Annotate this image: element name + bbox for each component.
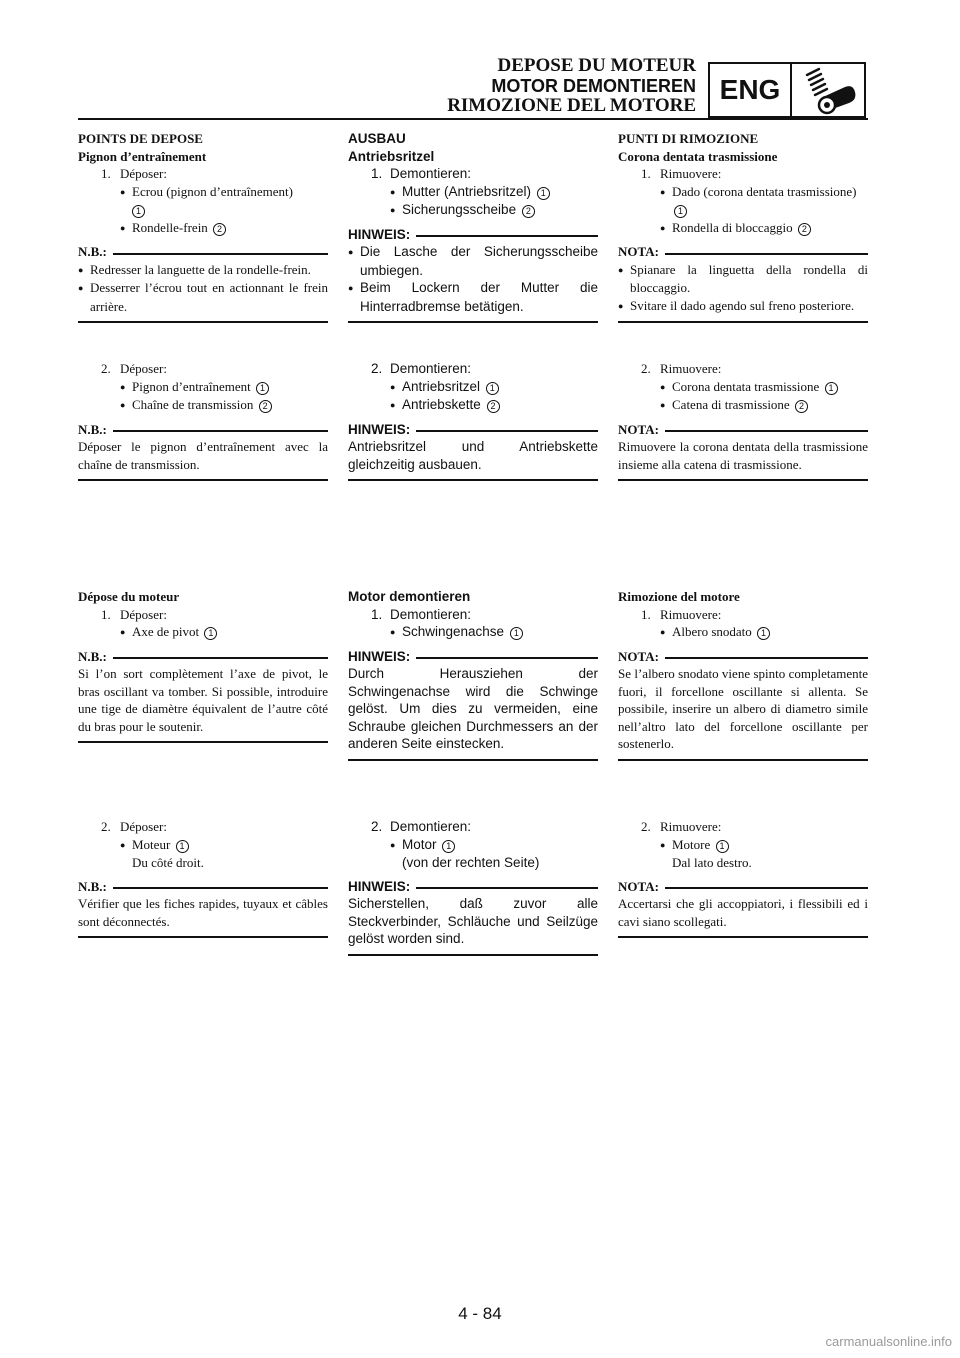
it-bullet: ● Catena di trasmissione 2 xyxy=(618,396,868,415)
section-tag: ENG xyxy=(710,64,792,116)
fr-block-engine xyxy=(78,818,328,938)
fr-note-header: N.B.: xyxy=(78,648,328,666)
section-tag-box xyxy=(708,62,866,118)
fr-bullet: ● Pignon d’entraînement 1 xyxy=(78,378,328,397)
it-step: 2. Rimuovere: xyxy=(641,361,722,376)
header-titles xyxy=(447,56,696,116)
fr-note-text: Vérifier que les fiches rapides, tuyaux et câbles sont déconnectés. xyxy=(78,896,328,929)
it-bullet: ● Albero snodato 1 xyxy=(618,623,868,642)
ref-number: 1 xyxy=(176,840,189,853)
title-fr: DEPOSE DU MOTEUR xyxy=(497,55,696,76)
ref-number: 1 xyxy=(442,840,455,853)
fr-bullet: ● Axe de pivot 1 xyxy=(78,623,328,642)
fr-note-text: Déposer le pignon d’entraînement avec la chaîne de transmission. xyxy=(78,439,328,472)
de-note-header: HINWEIS: xyxy=(348,226,598,244)
ref-number: 1 xyxy=(674,205,687,218)
de-note-end-rule xyxy=(348,954,598,956)
it-note-end-rule xyxy=(618,321,868,323)
fr-note-end-rule xyxy=(78,479,328,481)
it-block-engine xyxy=(618,818,868,938)
it-section-title: PUNTI DI RIMOZIONE xyxy=(618,131,759,146)
de-step: 1. Demontieren: xyxy=(371,606,472,622)
it-block-drive-chain xyxy=(618,360,868,481)
title-de: MOTOR DEMONTIEREN xyxy=(491,76,696,96)
title-it: RIMOZIONE DEL MOTORE xyxy=(447,95,696,116)
fr-bullet: ● Moteur 1 xyxy=(78,836,328,855)
ref-number: 2 xyxy=(522,205,535,218)
it-note-text: Se l’albero snodato viene spinto completamente fuori, il forcellone oscillante si allenta. Se possibile, inserire un albero di diametro simile nell’altro lato del forcellone oscillante per sostenerlo. xyxy=(618,666,868,751)
fr-step: 1. Déposer: xyxy=(101,166,167,181)
it-note-item: ● Svitare il dado agendo sul freno posteriore. xyxy=(618,297,868,316)
it-subsection-title: Corona dentata trasmissione xyxy=(618,148,778,164)
fr-block-drive-chain xyxy=(78,360,328,481)
de-note-end-rule xyxy=(348,479,598,481)
de-note-header: HINWEIS: xyxy=(348,648,598,666)
de-bullet: ● Schwingenachse 1 xyxy=(348,623,598,642)
fr-block-drive-sprocket xyxy=(78,130,328,323)
header-rule xyxy=(78,118,868,120)
it-step: 2. Rimuovere: xyxy=(641,819,722,834)
fr-step: 2. Déposer: xyxy=(101,361,167,376)
fr-note-item: ● Redresser la languette de la rondelle-frein. xyxy=(78,261,328,280)
it-note-text: Accertarsi che gli accoppiatori, i flessibili ed i cavi siano scollegati. xyxy=(618,896,868,929)
it-note-header: NOTA: xyxy=(618,421,868,439)
it-block-engine-removal xyxy=(618,588,868,761)
ref-number: 1 xyxy=(204,627,217,640)
engine-wrench-icon xyxy=(792,64,864,116)
de-step: 2. Demontieren: xyxy=(371,819,472,834)
it-note-end-rule xyxy=(618,936,868,938)
fr-step: 1. Déposer: xyxy=(101,606,167,622)
ref-number: 1 xyxy=(716,840,729,853)
ref-number: 2 xyxy=(798,223,811,236)
ref-number: 1 xyxy=(825,382,838,395)
fr-bullet-sub: Du côté droit. xyxy=(132,855,204,870)
fr-note-header: N.B.: xyxy=(78,243,328,261)
de-note-item: ● Die Lasche der Sicherungsscheibe umbiegen. xyxy=(348,243,598,279)
watermark-link[interactable]: carmanualsonline.info xyxy=(825,1334,952,1349)
fr-bullet: ● Chaîne de transmission 2 xyxy=(78,396,328,415)
de-note-text: Antriebsritzel und Antriebskette gleichzeitig ausbauen. xyxy=(348,439,598,472)
it-note-item: ● Spianare la linguetta della rondella di bloccaggio. xyxy=(618,261,868,297)
ref-number: 1 xyxy=(132,205,145,218)
it-step: 1. Rimuovere: xyxy=(641,606,722,622)
fr-subsection-title: Pignon d’entraînement xyxy=(78,148,207,164)
it-bullet: ● Motore 1 xyxy=(618,836,868,855)
fr-note-end-rule xyxy=(78,936,328,938)
fr-section-title: POINTS DE DEPOSE xyxy=(78,131,203,146)
de-note-header: HINWEIS: xyxy=(348,421,598,439)
de-bullet-sub: (von der rechten Seite) xyxy=(402,855,540,870)
de-note-end-rule xyxy=(348,321,598,323)
fr-section-title: Dépose du moteur xyxy=(78,589,180,604)
de-block-engine xyxy=(348,818,598,956)
de-subsection-title: Antriebsritzel xyxy=(348,148,435,164)
it-note-end-rule xyxy=(618,759,868,761)
ref-number: 2 xyxy=(487,400,500,413)
ref-number: 1 xyxy=(510,627,523,640)
de-note-item: ● Beim Lockern der Mutter die Hinterradbremse betätigen. xyxy=(348,279,598,315)
fr-note-end-rule xyxy=(78,741,328,743)
it-section-title: Rimozione del motore xyxy=(618,589,740,604)
it-note-header: NOTA: xyxy=(618,648,868,666)
de-note-end-rule xyxy=(348,759,598,761)
de-block-engine-removal xyxy=(348,588,598,761)
fr-note-header: N.B.: xyxy=(78,421,328,439)
ref-number: 1 xyxy=(486,382,499,395)
fr-note-header: N.B.: xyxy=(78,878,328,896)
de-bullet: ● Motor 1 xyxy=(348,836,598,855)
fr-note-end-rule xyxy=(78,321,328,323)
page-number: 4 - 84 xyxy=(458,1304,502,1323)
de-block-drive-chain xyxy=(348,360,598,481)
it-note-header: NOTA: xyxy=(618,243,868,261)
it-note-text: Rimuovere la corona dentata della trasmissione insieme alla catena di trasmissione. xyxy=(618,439,868,472)
de-note-header: HINWEIS: xyxy=(348,878,598,896)
de-bullet: ● Sicherungsscheibe 2 xyxy=(348,201,598,220)
de-note-text: Sicherstellen, daß zuvor alle Steckverbinder, Schläuche und Seilzüge gelöst worden sind. xyxy=(348,896,598,946)
ref-number: 1 xyxy=(757,627,770,640)
it-bullet-sub: Dal lato destro. xyxy=(672,855,752,870)
it-step: 1. Rimuovere: xyxy=(641,166,722,181)
de-bullet: ● Mutter (Antriebsritzel) 1 xyxy=(348,183,598,202)
fr-block-engine-removal xyxy=(78,588,328,743)
ref-number: 1 xyxy=(537,187,550,200)
fr-bullet: ● Ecrou (pignon d’entraînement) 1 xyxy=(78,183,328,219)
de-block-drive-sprocket xyxy=(348,130,598,323)
de-step: 2. Demontieren: xyxy=(371,361,472,376)
fr-note-text: Si l’on sort complètement l’axe de pivot, le bras oscillant va tomber. Si possible, introduire une tige de diamètre équivalent de l’autre côté du bras pour le soutenir. xyxy=(78,666,328,734)
de-section-title: Motor demontieren xyxy=(348,589,471,604)
fr-step: 2. Déposer: xyxy=(101,819,167,834)
de-bullet: ● Antriebskette 2 xyxy=(348,396,598,415)
de-step: 1. Demontieren: xyxy=(371,166,472,181)
de-section-title: AUSBAU xyxy=(348,131,406,146)
ref-number: 1 xyxy=(256,382,269,395)
de-note-text: Durch Herausziehen der Schwingenachse wird die Schwinge gelöst. Um dies zu vermeiden, eine Schraube gleichen Durchmessers an der anderen Seite einstecken. xyxy=(348,666,598,751)
fr-bullet: ● Rondelle-frein 2 xyxy=(78,219,328,238)
de-bullet: ● Antriebsritzel 1 xyxy=(348,378,598,397)
it-note-header: NOTA: xyxy=(618,878,868,896)
ref-number: 2 xyxy=(259,400,272,413)
it-note-end-rule xyxy=(618,479,868,481)
ref-number: 2 xyxy=(795,400,808,413)
ref-number: 2 xyxy=(213,223,226,236)
it-bullet: ● Dado (corona dentata trasmissione) 1 xyxy=(618,183,868,219)
it-block-drive-sprocket xyxy=(618,130,868,323)
it-bullet: ● Rondella di bloccaggio 2 xyxy=(618,219,868,238)
it-bullet: ● Corona dentata trasmissione 1 xyxy=(618,378,868,397)
fr-note-item: ● Desserrer l’écrou tout en actionnant le frein arrière. xyxy=(78,279,328,315)
